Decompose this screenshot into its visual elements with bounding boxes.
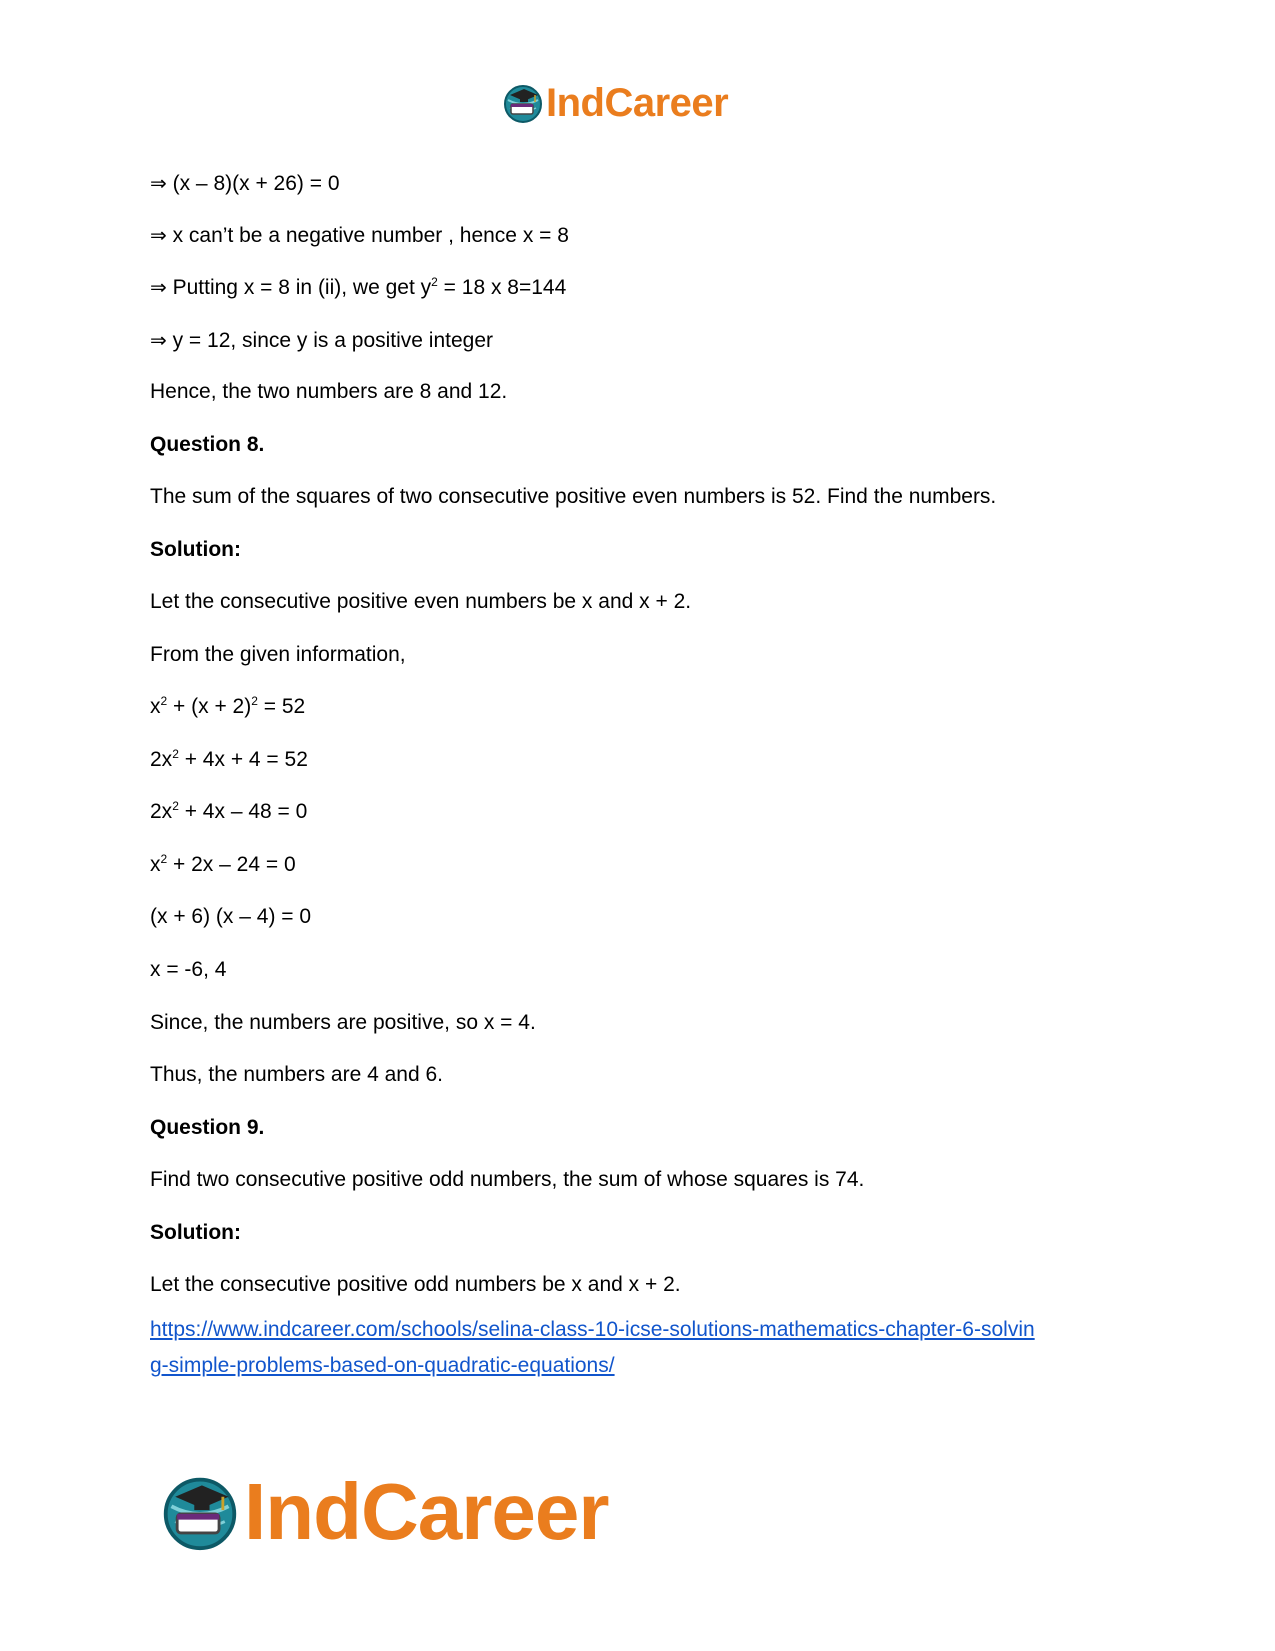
exponent: 2 [431, 275, 438, 289]
equation-line: (x + 6) (x – 4) = 0 [150, 905, 312, 928]
conclusion-line: Thus, the numbers are 4 and 6. [150, 1063, 444, 1086]
equation-part: + (x + 2) [167, 695, 252, 718]
footer-logo [160, 1467, 609, 1556]
solution-line: Let the consecutive positive odd numbers be x and x + 2. [150, 1273, 681, 1296]
step-line-2 [150, 222, 569, 249]
step-line-4 [150, 327, 493, 354]
step-text: (x – 8)(x + 26) = 0 [166, 172, 340, 195]
exponent: 2 [172, 747, 179, 761]
equation-line [150, 852, 296, 878]
exponent: 2 [160, 694, 168, 708]
footer-logo-text: IndCareer [244, 1467, 609, 1556]
globe-book-icon [160, 1472, 240, 1552]
equation-part: + 4x + 4 = 52 [178, 748, 308, 771]
step-text: x can’t be a negative number , hence x = 8 [166, 224, 569, 247]
exponent: 2 [251, 694, 258, 708]
source-link-line-2[interactable]: g-simple-problems-based-on-quadratic-equations/ [150, 1354, 615, 1377]
question-heading: Question 8. [150, 433, 265, 456]
equation-part: 2x [150, 748, 173, 771]
implies-arrow-icon: ⇒ [150, 171, 167, 195]
question-text: Find two consecutive positive odd numbers, the sum of whose squares is 74. [150, 1168, 865, 1191]
implies-arrow-icon: ⇒ [150, 275, 167, 299]
step-text: Putting x = 8 in (ii), we get y [166, 276, 432, 299]
equation-line: x = -6, 4 [150, 958, 227, 981]
source-link[interactable] [150, 1312, 1130, 1384]
globe-book-icon [502, 82, 544, 124]
solution-line: From the given information, [150, 643, 406, 666]
header-logo-text: IndCareer [546, 81, 729, 125]
step-line-3 [150, 274, 566, 301]
equation-part: + 2x – 24 = 0 [167, 853, 296, 876]
solution-heading: Solution: [150, 538, 241, 561]
source-link-line-1[interactable]: https://www.indcareer.com/schools/selina-class-10-icse-solutions-mathematics-chapter-6-solvin [150, 1318, 1035, 1341]
solution-line: Since, the numbers are positive, so x = 4. [150, 1011, 536, 1034]
step-line-1 [150, 170, 340, 197]
header-logo [502, 80, 728, 126]
step-text: y = 12, since y is a positive integer [166, 329, 494, 352]
conclusion-line: Hence, the two numbers are 8 and 12. [150, 380, 508, 403]
equation-part: + 4x – 48 = 0 [178, 800, 308, 823]
question-text: The sum of the squares of two consecutive positive even numbers is 52. Find the numbers. [150, 485, 997, 508]
equation-line [150, 747, 308, 773]
solution-heading: Solution: [150, 1221, 241, 1244]
exponent: 2 [160, 852, 168, 866]
equation-line [150, 799, 307, 825]
question-heading: Question 9. [150, 1116, 265, 1139]
implies-arrow-icon: ⇒ [150, 328, 167, 352]
equation-part: = 52 [257, 695, 306, 718]
solution-line: Let the consecutive positive even numbers be x and x + 2. [150, 590, 692, 613]
equation-part: 2x [150, 800, 173, 823]
equation-line [150, 694, 305, 720]
step-text: = 18 x 8=144 [437, 276, 567, 299]
implies-arrow-icon: ⇒ [150, 223, 167, 247]
equation-part: x [150, 853, 161, 876]
exponent: 2 [172, 799, 179, 813]
equation-part: x [150, 695, 161, 718]
